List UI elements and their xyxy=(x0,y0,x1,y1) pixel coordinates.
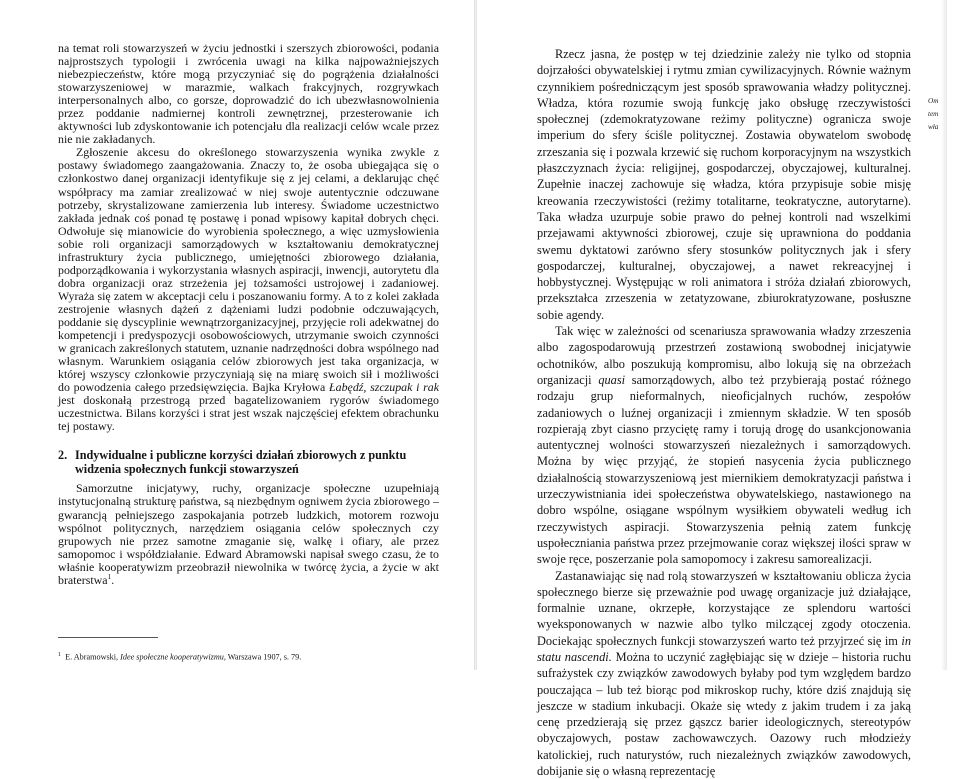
left-text-column xyxy=(58,42,439,587)
paragraph-power: Rzecz jasna, że postęp w tej dziedzinie zależy nie tylko od stopnia dojrzałości obywatelskiej i rytmu zmian cywilizacyjnych. Równie ważnym czynnikiem pośredniczącym jest sposób sprawowania władzy politycznej. Władza, która rozumie swoją funkcję jako obsługę rzeczywistości społecznej (zdemokratyzowane reżimy polityczne) ogranicza swoje imperium do sfery ściśle politycznej. Zostawia obywatelom swobodę zrzeszania się i pozwala krzewić się ruchom korporacyjnym na wszystkich płaszczyznach życia: religijnej, gospodarczej, obyczajowej, kulturalnej. Zupełnie inaczej zachowuje się władza, która przypisuje sobie misję kreowania rzeczywistości (reżimy totalitarne, teokratyczne, autorytarne). Taka władza uzurpuje sobie prawo do pełnej kontroli nad wszelkimi przejawami aktywności zbiorowej, czuje się uprawniona do poddania swemu dyktatowi zarówno sfery stosunków politycznych jak i sfery gospodarczej, kulturalnej, obyczajowej, a nawet rekreacyjnej i hobbystycznej. Występując w roli animatora i stróża działań zbiorowych, przekształca zrzeszenia w zetatyzowane, zbiurokratyzowane, posłuszne sobie agendy. xyxy=(537,46,911,323)
footnote-mark: 1 xyxy=(58,652,61,658)
statu-nascendi-term: in statu nascendi. xyxy=(537,634,911,664)
paragraph-nascendi-a: Zastanawiając się nad rolą stowarzyszeń w kształtowaniu oblicza życia społecznego bierze się przeważnie pod uwagę organizacje już działające, formalnie uznane, okrzepłe, korzystające ze splendoru wartości wyeksponowanych w nazwie albo tylko milczącej zgody otoczenia. Dociekając społecznych funkcji stowarzyszeń warto też przyjrzeć się im xyxy=(537,569,911,648)
paragraph-section-text: Samorzutne inicjatywy, ruchy, organizacje społeczne uzupełniają instytucjonalną strukturę państwa, są niezbędnym ogniwem życia zbiorowego – gwarancją pełniejszego zaspokajania potrzeb ludzkich, motorem rozwoju wspólnot politycznych, narzędziem osiągania celów społecznych czy grupowych nie przez samotne zmaganie się, walkę i ofiary, ale przez samopomoc i współdziałanie. Edward Abramowski napisał swego czasu, że to właśnie kooperatywizm przeobraził niewolnika w twórcę życia, a życie w akt braterstwa xyxy=(58,481,439,586)
quasi-term: quasi xyxy=(598,373,625,387)
footnote-divider xyxy=(58,637,158,638)
margin-note-3: wła xyxy=(928,122,958,133)
section-number: 2. xyxy=(58,448,75,462)
section-title: Indywidualne i publiczne korzyści działań zbiorowych z punktu widzenia społecznych funkcji stowarzyszeń xyxy=(75,448,406,476)
paragraph-scenarios-b: samorządowych, albo też przybierają postać różnego rodzaju grup nieformalnych, nieoficjalnych ruchów, zespołów zadaniowych o luźnej organizacji i zmiennym składzie. W ten sposób rozpierają zbyt ciasno przyciętę ramy i torują drogę do usankcjonowania autentycznej wolności stowarzyszeń niezależnych i samorządowych. Można by więc przyjąć, że stopień nasycenia życia publicznego działalnością stowarzyszeniową jest miernikiem demokratyzacji państwa i urzeczywistniania idei społeczeństwa obywatelskiego, nastawionego na dobro wspólne, osiągane wspólnym wysiłkiem obywateli według ich rzeczywistych aspiracji. Stowarzyszenia pełnią zatem funkcję uspołeczniania państwa przez przejmowanie coraz większej ilości spraw w swoje ręce, poszerzanie pola samopomocy i zakresu samorealizacji. xyxy=(537,373,911,566)
section-heading xyxy=(58,448,439,476)
margin-note-2: tem xyxy=(928,109,958,120)
paragraph-intro: na temat roli stowarzyszeń w życiu jednostki i szerszych zbiorowości, podania najprostszych typologii i zwrócenia uwagi na kilka najpoważniejszych niebezpieczeństw, które mogą przyczyniać się do pogrążenia działalności stowarzyszeniowej w marazmie, walkach frakcyjnych, rozgrywkach interpersonalnych albo, co gorsze, doprowadzić do ich ubezwłasnowolnienia przez poddanie nadmiernej kontroli zewnętrznej, przesterowanie ich aktywności lub zdyskontowanie ich potencjału dla realizacji celów wcale przez nie nie zakładanych. xyxy=(58,42,439,146)
right-text-column xyxy=(537,46,911,779)
paragraph-nascendi xyxy=(537,568,911,779)
footnote-title: Idee społeczne kooperatywizmu, xyxy=(120,653,226,662)
paragraph-nascendi-b: Można to uczynić zagłębiając się w dzieje – historia ruchu sufrażystek czy związków zawodowych byłaby pod tym względem bardzo pouczająca – lub też biorąc pod mikroskop ruchy, które dziś znajdują się jeszcze w stadium inkubacji. Okaże się wtedy z jakim trudem i za jaką cenę przedzierają się przez gąszcz barier ideologicznych, stereotypów obyczajowych, postaw zachowawczych. Oazowy ruch młodzieży katolickiej, ruch naturystów, ruch niezależnych związków zawodowych, dobijanie się o własną reprezentację xyxy=(537,650,911,778)
footnote-reference[interactable]: 1 xyxy=(108,572,112,581)
footnote xyxy=(58,650,439,663)
footnote-rest: Warszawa 1907, s. 79. xyxy=(228,653,301,662)
paragraph-scenarios-a: Tak więc w zależności od scenariusza sprawowania władzy zrzeszenia albo zagospodarowują przestrzeń zostawioną swobodnej inicjatywie ochotników, albo poszukują kompromisu, albo lokują się na obrzeżach organizacji xyxy=(537,324,911,387)
margin-note-1: Om xyxy=(928,96,958,107)
paragraph-awareness xyxy=(58,146,439,433)
fable-title: Łabędź, szczupak i rak xyxy=(329,380,439,394)
right-page xyxy=(476,0,947,670)
paragraph-scenarios xyxy=(537,323,911,567)
left-page xyxy=(0,0,476,670)
paragraph-awareness-tail: jest doskonałą przestrogą przed bagatelizowaniem rygorów świadomego uczestnictwa. Bilans korzyści i strat jest wszak najczęściej efektem obrachunku tej postawy. xyxy=(58,393,439,433)
paragraph-awareness-text: Zgłoszenie akcesu do określonego stowarzyszenia wynika zwykle z postawy świadomego zaangażowania. Znaczy to, że osoba ubiegająca się o członkostwo danej organizacji identyfikuje się z jej celami, a deklarując chęć współpracy ma zamiar zrealizować w niej swoje autentycznie odczuwane potrzeby, skrystalizowane zamierzenia lub interesy. Świadome uczestnictwo zakłada jednak coś ponad tę postawę i ponad wpisowy kapitał dobrych chęci. Odwołuje się mianowicie do wyrobienia społecznego, a więc uzmysłowienia sobie roli organizacji samorządowych w kształtowaniu demokratycznej infrastruktury życia publicznego, umiejętności zbiorowego działania, podporządkowania i wykorzystania własnych aspiracji, inwencji, autorytetu dla dobra organizacji oraz strzeżenia jej tożsamości ustrojowej i zadaniowej. Wyraża się zatem w akceptacji celu i poszanowaniu formy. A to z kolei zakłada zestrojenie własnych dążeń z dążeniami ludzi podobnie odczuwających, poddanie się dyscyplinie wewnątrzorganizacyjnej, przyjęcie roli adekwatnej do kompetencji i predyspozycji osobowościowych, utrzymanie swoich czynności w granicach zakreślonych statutem, uznanie nadrzędności dobra wspólnego nad własnym. Warunkiem osiągania celów zbiorowych jest taka organizacja, w której wszyscy członkowie przyczyniają się na miarę swoich sił i możliwości do powodzenia całego przedsięwzięcia. Bajka Kryłowa xyxy=(58,145,439,394)
paragraph-section: Samorzutne inicjatywy, ruchy, organizacje społeczne uzupełniają instytucjonalną strukturę państwa, są niezbędnym ogniwem życia zbiorowego – gwarancją pełniejszego zaspokajania potrzeb ludzkich, motorem rozwoju wspólnot politycznych, narzędziem osiągania celów społecznych czy grupowych nie przez samotne zmaganie się, walkę i ofiary, ale przez samopomoc i współdziałanie. Edward Abramowski napisał swego czasu, że to właśnie kooperatywizm przeobraził niewolnika w twórcę życia, a życie w akt braterstwa$^1$. xyxy=(58,482,439,586)
footnote-author: E. Abramowski, xyxy=(65,653,118,662)
page-edge-shadow xyxy=(941,0,947,670)
